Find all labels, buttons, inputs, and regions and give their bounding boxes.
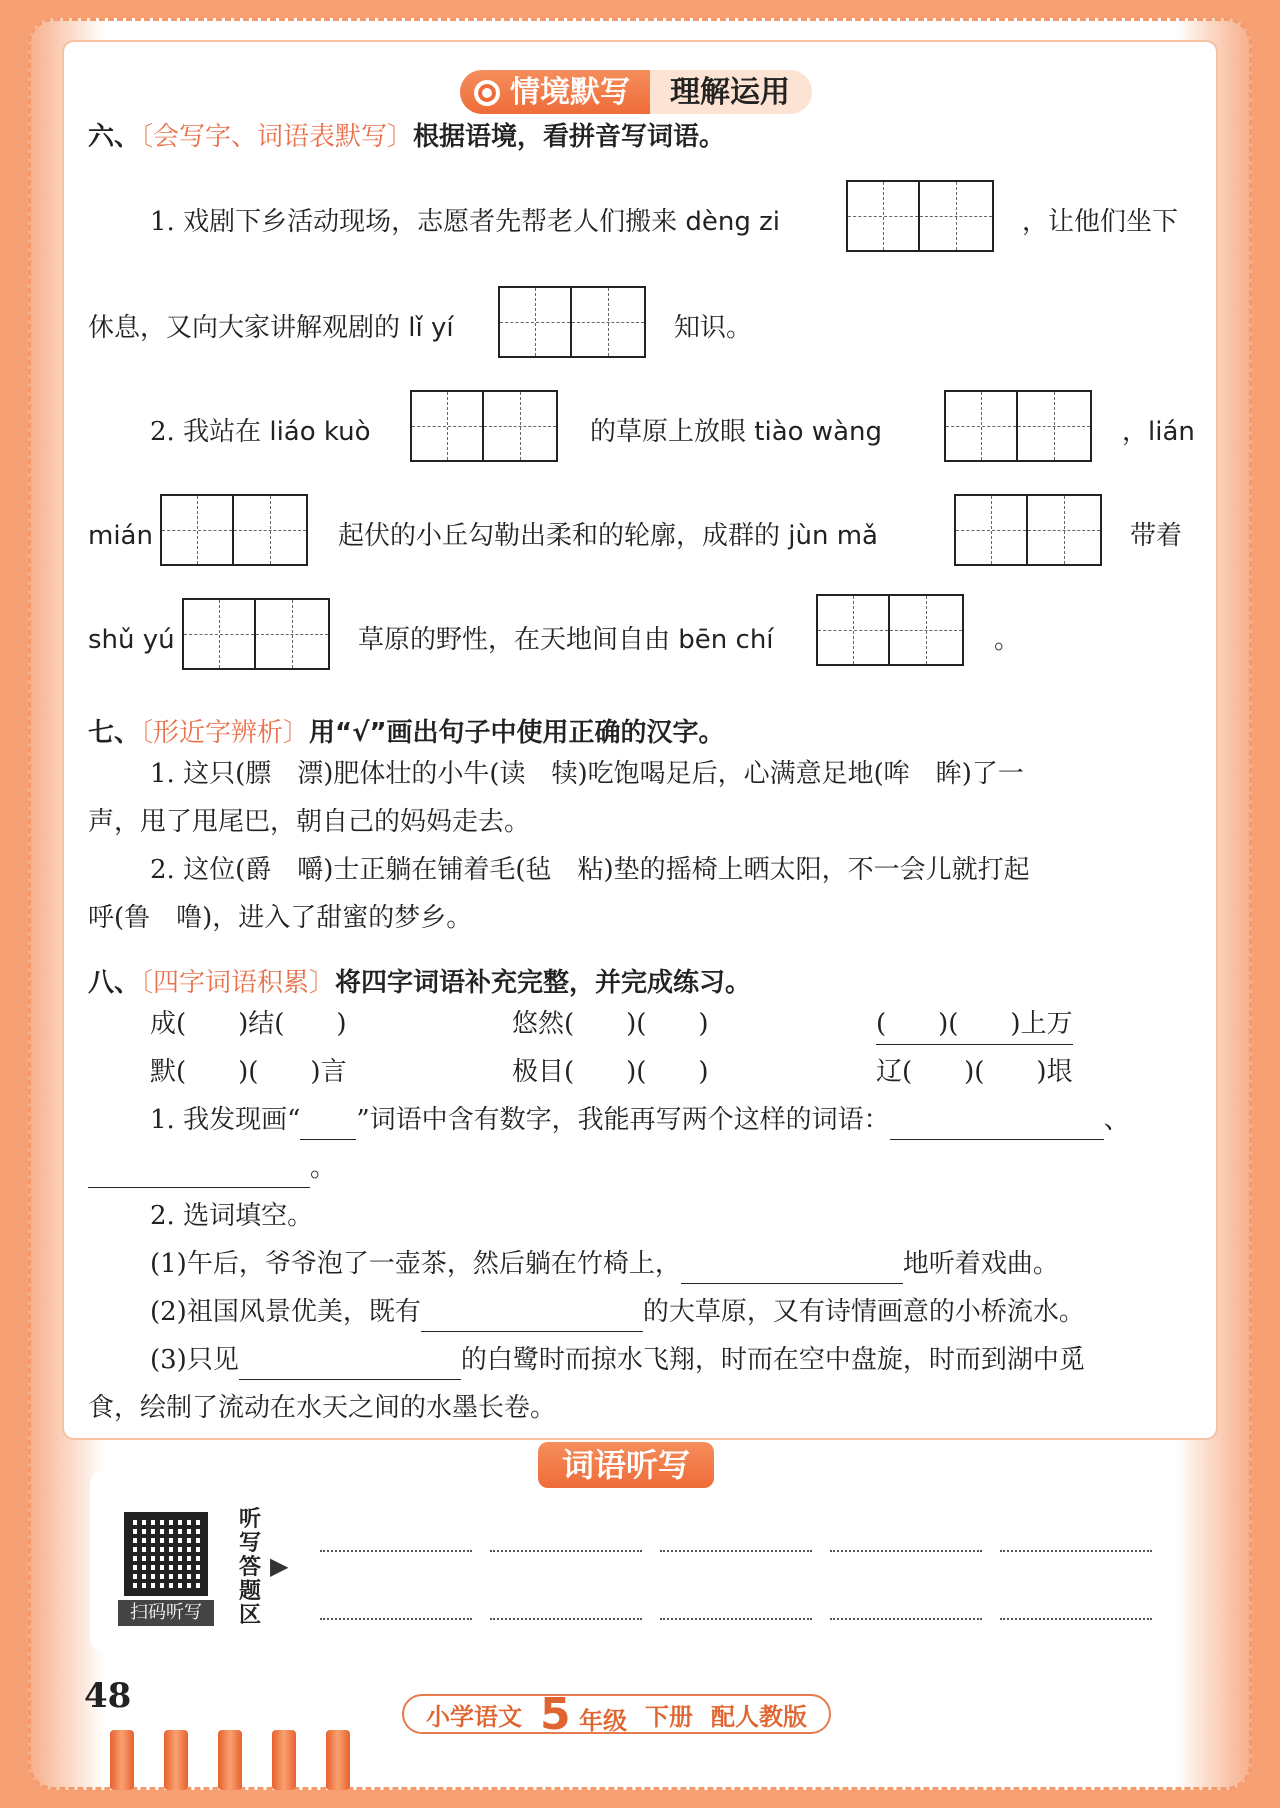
s7-q2-line2: 呼(鲁 噜)，进入了甜蜜的梦乡。 <box>88 903 473 933</box>
answer-grid[interactable] <box>498 286 646 358</box>
page-number: 48 <box>84 1676 132 1716</box>
s6-q2-line3 <box>88 620 175 660</box>
s6-q2-pinyin4: jùn mǎ <box>788 521 878 551</box>
spiral-binding-icon <box>272 1730 296 1790</box>
dictation-line[interactable] <box>830 1618 982 1620</box>
s6-q2-line2b <box>338 516 878 556</box>
s7-q1-line1: 1. 这只(膘 漂)肥体壮的小牛(读 犊)吃饱喝足后，心满意足地(哞 眸)了一 <box>150 759 1024 789</box>
dictation-line[interactable] <box>660 1618 812 1620</box>
idiom-item-underlined: ( )( )上万 <box>876 1004 1073 1045</box>
answer-grid[interactable] <box>182 598 330 670</box>
qr-label[interactable]: 扫码听写 <box>118 1600 214 1626</box>
s8-q2-text: (3)只见 <box>150 1345 239 1375</box>
s6-q2-line3b <box>358 620 774 660</box>
section8-title <box>88 962 751 999</box>
s6-q2-line1c <box>1122 412 1195 452</box>
s8-q1-text: 。 <box>310 1153 337 1183</box>
s8-q1-line1 <box>150 1100 1130 1140</box>
blank-line[interactable] <box>421 1302 643 1332</box>
tag-main <box>460 70 650 114</box>
s8-q2-1 <box>150 1244 1059 1284</box>
section7-number: 七、 <box>88 718 141 748</box>
answer-grid[interactable] <box>160 494 308 566</box>
blank-line[interactable] <box>890 1110 1104 1140</box>
s6-q2-text: 草原的野性，在天地间自由 <box>358 625 671 655</box>
spiral-binding-icon <box>326 1730 350 1790</box>
idiom-item: 辽( )( )垠 <box>876 1057 1073 1087</box>
s8-q1-text: 、 <box>1103 1105 1130 1135</box>
s8-q1-text: ”词语中含有数字，我能再写两个这样的词语： <box>356 1105 890 1135</box>
section6-number: 六、 <box>88 122 141 152</box>
dictation-line[interactable] <box>490 1550 642 1552</box>
answer-grid[interactable] <box>954 494 1102 566</box>
s6-q2-text: 2. 我站在 <box>150 417 262 447</box>
play-arrow-icon: ▶ <box>270 1552 289 1580</box>
dictation-line[interactable] <box>320 1550 472 1552</box>
s8-q2-text: 的白鹭时而掠水飞翔，时而在空中盘旋，时而到湖中觅 <box>460 1345 1085 1375</box>
blank-line[interactable] <box>300 1110 356 1140</box>
s8-q2-text: 的大草原，又有诗情画意的小桥流水。 <box>642 1297 1085 1327</box>
s6-q1-text: 1. 戏剧下乡活动现场，志愿者先帮老人们搬来 <box>150 207 678 237</box>
section7-title <box>88 712 725 749</box>
dictation-line[interactable] <box>830 1550 982 1552</box>
section7-tag: 〔形近字辨析〕 <box>140 718 310 748</box>
s6-q2-pinyin5: shǔ yú <box>88 625 175 655</box>
footer-grade-num: 5 <box>540 1688 571 1740</box>
s8-q2-3 <box>150 1340 1085 1380</box>
spiral-binding-icon <box>110 1730 134 1790</box>
tag-sub: 理解运用 <box>650 70 812 114</box>
s8-q2-text: (2)祖国风景优美，既有 <box>150 1297 421 1327</box>
s6-q1-text: 休息，又向大家讲解观剧的 <box>88 313 401 343</box>
idiom-item: 悠然( )( ) <box>512 1009 709 1039</box>
s6-q2-pinyin6: bēn chí <box>678 625 774 655</box>
answer-grid[interactable] <box>846 180 994 252</box>
s8-q2-text: 地听着戏曲。 <box>902 1249 1059 1279</box>
s6-q2-line2 <box>88 516 153 556</box>
s6-q2-pinyin3b: mián <box>88 521 153 551</box>
dictation-line[interactable] <box>320 1618 472 1620</box>
dictation-line[interactable] <box>1000 1550 1152 1552</box>
idiom-item: 极目( )( ) <box>512 1057 709 1087</box>
medal-icon <box>474 80 500 106</box>
s8-q2-text: (1)午后，爷爷泡了一壶茶，然后躺在竹椅上， <box>150 1249 681 1279</box>
s8-q2-3-cont: 食，绘制了流动在水天之间的水墨长卷。 <box>88 1393 557 1423</box>
s7-q1-line2: 声，甩了甩尾巴，朝自己的妈妈走去。 <box>88 807 531 837</box>
section8-instruction: 将四字词语补充完整，并完成练习。 <box>335 968 752 998</box>
footer-edition: 配人教版 <box>710 1702 807 1731</box>
s6-q2-text: 的草原上放眼 <box>590 417 747 447</box>
spiral-binding-icon <box>218 1730 242 1790</box>
section7-instruction: 用“√”画出句子中使用正确的汉字。 <box>309 718 725 748</box>
section6-instruction: 根据语境，看拼音写词语。 <box>413 122 726 152</box>
s6-q2-pinyin1: liáo kuò <box>269 417 371 447</box>
s8-q1-text: 1. 我发现画“ <box>150 1105 301 1135</box>
s6-q2-text: ， <box>1122 417 1149 447</box>
s6-q1-text: 知识。 <box>674 313 753 343</box>
s6-q1-pinyin2: lǐ yí <box>408 313 454 343</box>
blank-line[interactable] <box>681 1254 903 1284</box>
s6-q1-text: ，让他们坐下 <box>1022 207 1179 237</box>
idiom-item: 成( )结( ) <box>150 1009 347 1039</box>
s6-q2-pinyin2: tiào wàng <box>754 417 882 447</box>
s6-q2-text: 起伏的小丘勾勒出柔和的轮廓，成群的 <box>338 521 781 551</box>
answer-grid[interactable] <box>944 390 1092 462</box>
s8-q2-2 <box>150 1292 1085 1332</box>
s6-q2-line1b <box>590 412 882 452</box>
footer-grade-word: 年级 <box>578 1706 627 1735</box>
section6-tag: 〔会写字、词语表默写〕 <box>140 122 414 152</box>
s6-q1-line2 <box>88 308 454 348</box>
header-tag <box>460 70 812 114</box>
footer-volume: 下册 <box>644 1702 693 1731</box>
s6-q1-pinyin1: dèng zi <box>685 207 780 237</box>
blank-line[interactable] <box>88 1158 310 1188</box>
dictation-title: 词语听写 <box>538 1442 714 1488</box>
s8-q2-title: 2. 选词填空。 <box>150 1201 314 1231</box>
s6-q1-line1 <box>150 202 780 242</box>
tag-main-label: 情境默写 <box>510 75 630 110</box>
spiral-binding-icon <box>164 1730 188 1790</box>
section8-tag: 〔四字词语积累〕 <box>140 968 336 998</box>
answer-grid[interactable] <box>816 594 964 666</box>
s6-q2-text: 带着 <box>1130 521 1183 551</box>
footer-book-info <box>402 1688 831 1740</box>
s7-q2-line1: 2. 这位(爵 嚼)士正躺在铺着毛(毡 粘)垫的摇椅上晒太阳，不一会儿就打起 <box>150 855 1030 885</box>
s6-q2-line1 <box>150 412 371 452</box>
footer-subject: 小学语文 <box>426 1702 522 1731</box>
footer-grade <box>540 1689 627 1740</box>
idiom-item: 默( )( )言 <box>150 1057 347 1087</box>
dictation-line[interactable] <box>660 1550 812 1552</box>
answer-grid[interactable] <box>410 390 558 462</box>
blank-line[interactable] <box>239 1350 461 1380</box>
dictation-line[interactable] <box>490 1618 642 1620</box>
dictation-area-label: 听写答题区 <box>238 1507 261 1628</box>
s6-q2-text: 。 <box>994 625 1021 655</box>
qr-code-icon[interactable] <box>124 1512 208 1596</box>
section8-number: 八、 <box>88 968 141 998</box>
dictation-line[interactable] <box>1000 1618 1152 1620</box>
s6-q2-pinyin3a: lián <box>1148 417 1195 447</box>
s8-q1-line2 <box>88 1148 336 1188</box>
section6-title <box>88 116 725 153</box>
